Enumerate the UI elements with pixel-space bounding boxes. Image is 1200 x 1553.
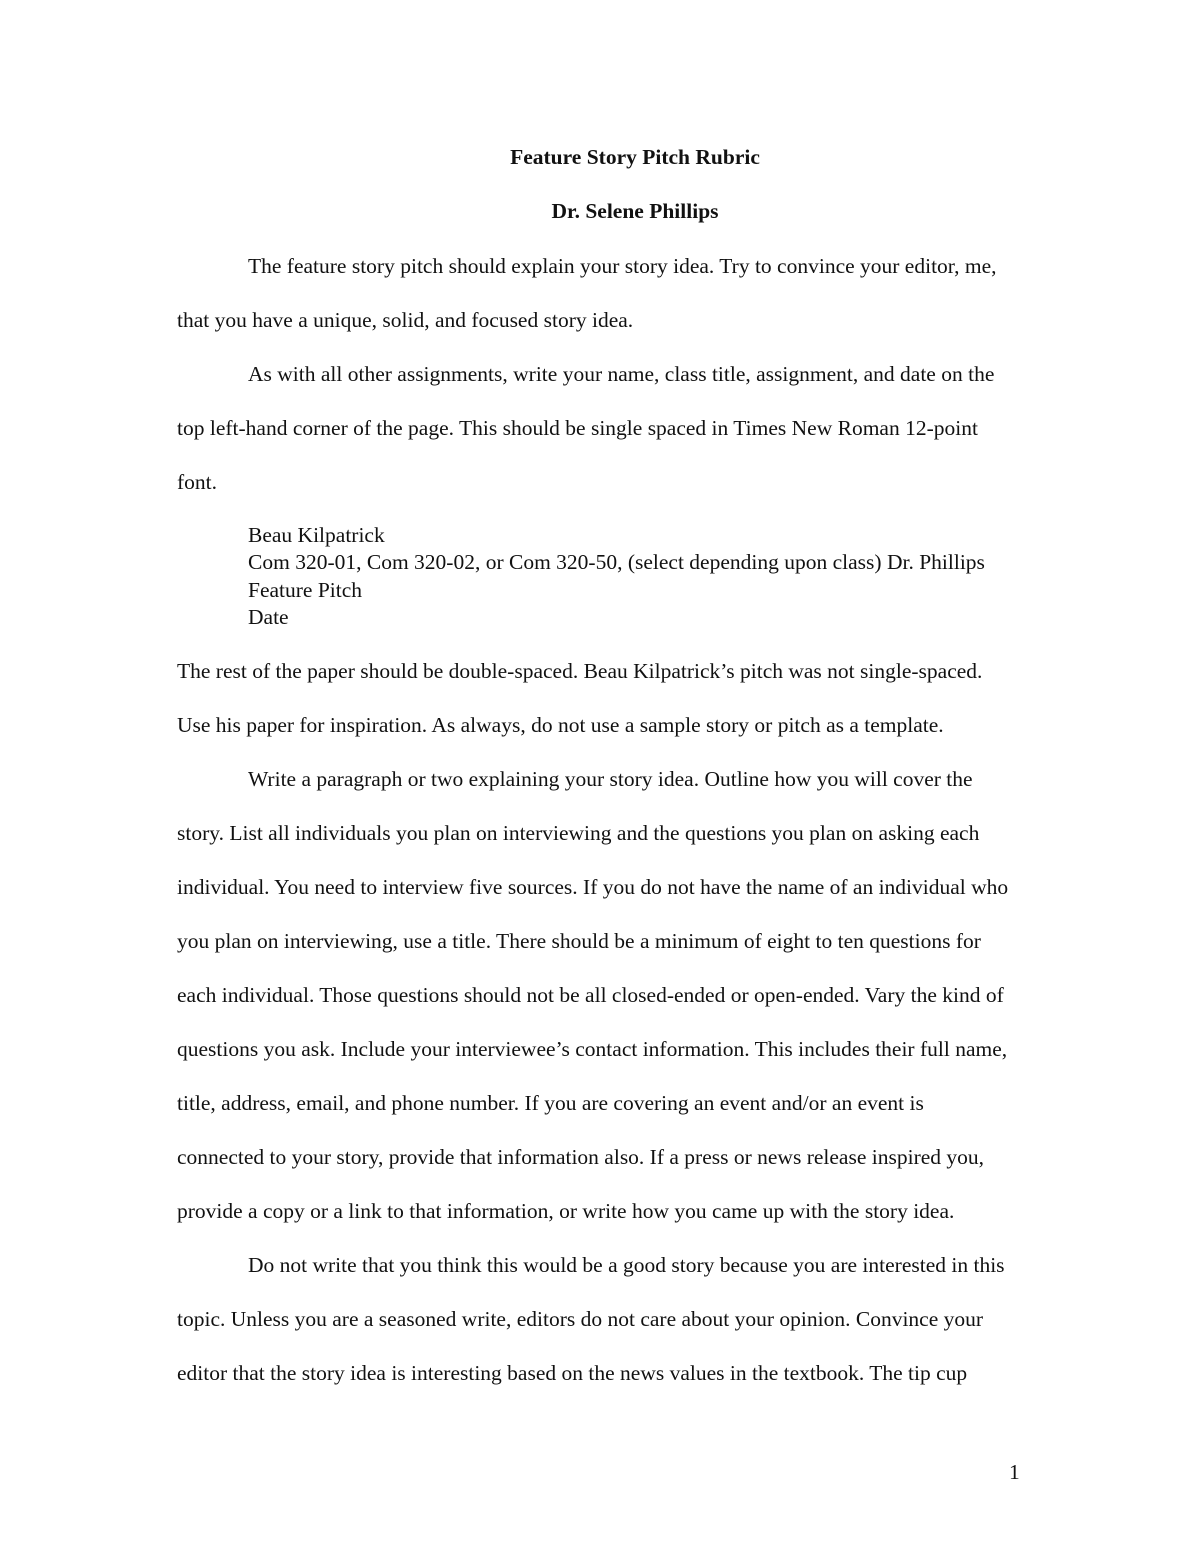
header-example-name: Beau Kilpatrick xyxy=(248,523,385,547)
text-line: that you have a unique, solid, and focused story idea. xyxy=(177,308,634,332)
text-line: provide a copy or a link to that information, or write how you came up with the story idea. xyxy=(177,1199,955,1223)
header-example-block xyxy=(248,522,985,631)
text-line: Do not write that you think this would be a good story because you are interested in this xyxy=(248,1253,1005,1277)
header-example-date: Date xyxy=(248,604,289,629)
text-line: The feature story pitch should explain your story idea. Try to convince your editor, me, xyxy=(248,254,997,278)
text-line: Write a paragraph or two explaining your story idea. Outline how you will cover the xyxy=(248,767,973,791)
text-line: connected to your story, provide that information also. If a press or news release inspired you, xyxy=(177,1145,985,1169)
document-title: Feature Story Pitch Rubric xyxy=(510,145,760,169)
text-line: Use his paper for inspiration. As always, do not use a sample story or pitch as a template. xyxy=(177,713,944,737)
text-line: title, address, email, and phone number. If you are covering an event and/or an event is xyxy=(177,1091,924,1115)
text-line: top left-hand corner of the page. This should be single spaced in Times New Roman 12-point xyxy=(177,416,978,440)
text-line: story. List all individuals you plan on interviewing and the questions you plan on asking each xyxy=(177,821,980,845)
text-line: questions you ask. Include your interviewee’s contact information. This includes their full name, xyxy=(177,1037,1008,1061)
text-line: individual. You need to interview five sources. If you do not have the name of an individual who xyxy=(177,875,1009,899)
text-line: each individual. Those questions should not be all closed-ended or open-ended. Vary the kind of xyxy=(177,983,1004,1007)
text-line: editor that the story idea is interesting based on the news values in the textbook. The tip cup xyxy=(177,1361,968,1385)
page-number: 1 xyxy=(1009,1460,1020,1484)
header-example-class: Com 320-01, Com 320-02, or Com 320-50, (select depending upon class) Dr. Phillips xyxy=(248,550,985,575)
text-line: font. xyxy=(177,470,218,494)
text-line: The rest of the paper should be double-spaced. Beau Kilpatrick’s pitch was not single-spaced. xyxy=(177,659,983,683)
text-line: topic. Unless you are a seasoned write, editors do not care about your opinion. Convince your xyxy=(177,1307,984,1331)
text-line: you plan on interviewing, use a title. There should be a minimum of eight to ten questions for xyxy=(177,929,981,953)
text-line: As with all other assignments, write your name, class title, assignment, and date on the xyxy=(248,362,995,386)
document-author: Dr. Selene Phillips xyxy=(551,199,719,223)
header-example-assignment: Feature Pitch xyxy=(248,577,363,602)
